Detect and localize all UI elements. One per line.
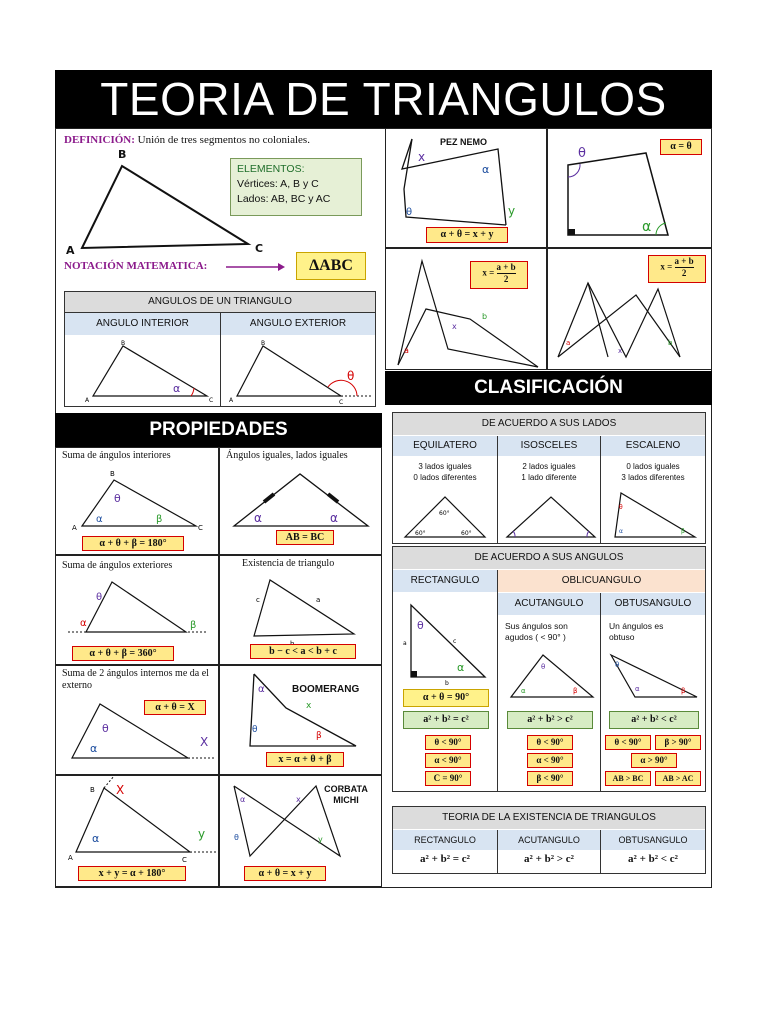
svg-text:A: A (68, 854, 73, 862)
isosceles-figure (503, 491, 597, 541)
elements-lados: Lados: AB, BC y AC (237, 193, 331, 205)
prop-boomerang: BOOMERANG α θ x β x = α + θ + β (219, 665, 382, 775)
prop-formula-8: α + θ = x + y (244, 866, 326, 881)
svg-text:a: a (403, 640, 407, 647)
svg-text:α: α (635, 685, 640, 693)
notation-label: NOTACIÓN MATEMATICA: (64, 260, 208, 272)
svg-text:α: α (642, 219, 652, 235)
svg-text:θ: θ (234, 833, 239, 842)
prop-two-interior: Suma de 2 ángulos internos me da el externo α θ X α + θ = X (55, 665, 219, 775)
prop-formula-1: α + θ + β = 180° (82, 536, 184, 551)
prop-exterior-sum: Suma de ángulos exteriores α θ β α + θ + β = 360° (55, 555, 219, 665)
prop-formula-4: b − c < a < b + c (250, 644, 356, 659)
angulos-col-obtusangulo: OBTUSANGULO (601, 593, 705, 615)
svg-text:α: α (254, 511, 262, 525)
svg-text:α: α (240, 795, 246, 804)
acut-formula-1: a² + b² > c² (507, 711, 593, 729)
svg-text:β: β (156, 514, 163, 525)
obtu-formula-4: AB > BC (605, 771, 651, 786)
prop-formula-7: x + y = α + 180° (78, 866, 186, 881)
svg-text:θ: θ (619, 504, 623, 511)
svg-text:y: y (508, 204, 516, 218)
star-cell-1 (385, 248, 547, 370)
angles-table-title: ANGULOS DE UN TRIANGULO (65, 292, 375, 313)
svg-text:B: B (261, 340, 266, 347)
svg-text:x: x (618, 347, 623, 355)
clasificacion-header (385, 371, 712, 405)
definition-section (60, 132, 385, 282)
rect-formula-2: a² + b² = c² (403, 711, 489, 729)
svg-text:X: X (200, 735, 209, 749)
acutangulo-figure (503, 647, 597, 703)
angles-table (64, 291, 376, 407)
obtu-formula-2b: β > 90° (655, 735, 701, 750)
escaleno-figure (605, 487, 701, 541)
prop-existence: Existencia de triangulo c a b − c < a < b + c (219, 555, 382, 665)
vertex-a-label: A (66, 244, 75, 257)
svg-text:β: β (316, 731, 322, 741)
svg-text:α: α (482, 163, 490, 176)
svg-text:A: A (85, 397, 90, 404)
svg-text:θ: θ (102, 722, 109, 735)
star-formula-1: x = $\frac{a + b}{2}$ (470, 261, 528, 289)
svg-text:α: α (619, 528, 623, 535)
svg-text:α: α (80, 618, 87, 629)
lados-table: DE ACUERDO A SUS LADOS EQUILATERO ISOSCELES ESCALENO 3 lados iguales 0 lados diferentes 2 lados iguales 1 lado diferente 0 lados iguales 3 lados diferentes 60° 60° 60° θ α β (392, 412, 706, 544)
prop-exterior-x-y (55, 775, 219, 887)
notation-arrow (226, 262, 286, 272)
prop-equal-sides: Ángulos iguales, lados iguales α α AB = BC (219, 447, 382, 555)
prop-formula-3: α + θ + β = 360° (72, 646, 174, 661)
svg-text:θ: θ (114, 492, 121, 505)
notation-value: ΔABC (296, 252, 366, 280)
svg-text:θ: θ (252, 725, 258, 735)
obtu-formula-3: α > 90° (631, 753, 677, 768)
svg-text:C: C (182, 856, 187, 864)
svg-text:60°: 60° (439, 510, 450, 517)
svg-text:θ: θ (347, 369, 355, 383)
svg-text:c: c (453, 638, 457, 645)
svg-text:A: A (229, 397, 234, 404)
angulos-col-rectangulo: RECTANGULO (393, 570, 498, 592)
angles-table-col1: ANGULO INTERIOR (65, 313, 221, 335)
svg-text:θ: θ (578, 146, 586, 161)
obtusangulo-figure (605, 647, 701, 703)
svg-text:x: x (306, 701, 312, 711)
prop-corbata: CORBATA MICHI α θ x y α + θ = x + y (219, 775, 382, 887)
svg-text:β: β (573, 687, 578, 695)
page-title: TEORIA DE TRIANGULOS (100, 73, 667, 125)
svg-text:α: α (521, 687, 526, 695)
definition-text: Unión de tres segmentos no coloniales. (137, 134, 310, 146)
svg-text:x: x (296, 795, 301, 804)
svg-text:B: B (121, 340, 126, 347)
svg-text:β: β (681, 687, 686, 695)
pez-nemo-formula: α + θ = x + y (426, 227, 508, 243)
svg-text:b: b (445, 680, 449, 687)
acut-formula-4: β < 90° (527, 771, 573, 786)
elements-vertices: Vértices: A, B y C (237, 178, 319, 190)
prop-interior-sum: Suma de ángulos interiores θ α β B A C α + θ + β = 180° (55, 447, 219, 555)
existencia-title: TEORIA DE LA EXISTENCIA DE TRIANGULOS (393, 807, 705, 829)
rect-formula-1: α + θ = 90° (403, 689, 489, 707)
prop-formula-2: AB = BC (276, 530, 334, 545)
svg-text:60°: 60° (415, 530, 426, 537)
svg-text:A: A (72, 524, 77, 532)
propiedades-title: PROPIEDADES (149, 419, 288, 440)
obtu-formula-2: θ < 90° (605, 735, 651, 750)
rectangulo-figure (399, 597, 493, 685)
interior-angle-figure (69, 338, 217, 404)
svg-text:X: X (116, 783, 125, 797)
rect-formula-3: θ < 90° (425, 735, 471, 750)
star-cell-2 (547, 248, 712, 370)
svg-text:β: β (190, 620, 197, 631)
svg-text:α: α (330, 511, 338, 525)
svg-text:α: α (173, 382, 181, 395)
prop-formula-5: α + θ = X (144, 700, 206, 715)
svg-text:B: B (110, 470, 115, 478)
square-formula: α = θ (660, 139, 702, 155)
elements-title: ELEMENTOS: (237, 163, 305, 175)
pez-nemo-title: PEZ NEMO (440, 137, 488, 147)
svg-text:C: C (209, 397, 214, 404)
star-formula-2: x = $\frac{a + b}{2}$ (648, 255, 706, 283)
elements-box (230, 158, 362, 216)
clasificacion-title: CLASIFICACIÓN (474, 377, 623, 398)
pez-nemo-cell (385, 128, 547, 248)
vertex-c-label: C (255, 242, 264, 255)
svg-text:α: α (90, 742, 98, 755)
svg-text:a: a (316, 596, 321, 604)
acut-formula-3: α < 90° (527, 753, 573, 768)
svg-text:b: b (482, 312, 488, 321)
svg-text:a: a (404, 346, 409, 355)
svg-text:α: α (96, 514, 103, 525)
definition-label: DEFINICIÓN: (64, 134, 135, 146)
lados-title: DE ACUERDO A SUS LADOS (393, 413, 705, 435)
svg-text:θ: θ (406, 207, 413, 218)
svg-text:x: x (418, 150, 426, 164)
acut-formula-2: θ < 90° (527, 735, 573, 750)
angulos-title: DE ACUERDO A SUS ANGULOS (393, 547, 705, 569)
square-cell (547, 128, 712, 248)
svg-text:c: c (256, 596, 260, 604)
svg-text:y: y (198, 827, 206, 841)
svg-text:θ: θ (615, 661, 620, 669)
existencia-table: TEORIA DE LA EXISTENCIA DE TRIANGULOS RECTANGULO ACUTANGULO OBTUSANGULO a² + b² = c² a² + b² > c² a² + b² < c² (392, 806, 706, 874)
obtu-formula-4b: AB > AC (655, 771, 701, 786)
svg-text:B: B (90, 786, 95, 794)
svg-text:C: C (198, 524, 203, 532)
angulos-col-acutangulo: ACUTANGULO (498, 593, 601, 615)
obtu-formula-1: a² + b² < c² (609, 711, 699, 729)
svg-text:x: x (452, 322, 457, 331)
rect-formula-4: α < 90° (425, 753, 471, 768)
svg-text:β: β (681, 528, 685, 535)
lados-col-equilatero: EQUILATERO (393, 436, 498, 456)
propiedades-header (55, 413, 382, 447)
svg-text:a: a (566, 339, 571, 347)
page-title-bar (55, 70, 712, 128)
equilatero-figure (399, 491, 493, 541)
lados-col-escaleno: ESCALENO (601, 436, 705, 456)
pez-nemo-figure (386, 129, 546, 229)
svg-text:α: α (258, 684, 265, 695)
svg-text:60°: 60° (461, 530, 472, 537)
prop-formula-6: x = α + θ + β (266, 752, 344, 767)
svg-text:θ: θ (541, 663, 546, 671)
vertex-b-label: B (118, 148, 127, 161)
angulos-col-oblicuangulo: OBLICUANGULO (498, 570, 705, 592)
lados-col-isosceles: ISOSCELES (498, 436, 601, 456)
svg-text:θ: θ (417, 619, 424, 632)
rect-formula-5: C = 90° (425, 771, 471, 786)
svg-text:y: y (318, 835, 323, 844)
angles-table-col2: ANGULO EXTERIOR (221, 313, 375, 335)
exterior-angle-figure (223, 338, 375, 404)
svg-text:b: b (668, 339, 673, 347)
angulos-table: DE ACUERDO A SUS ANGULOS RECTANGULO OBLICUANGULO ACUTANGULO OBTUSANGULO Sus ángulos son agudos ( < 90° ) Un ángulos es obtuso θ α a b c α θ β α θ β α + θ = 90° a² + b² = c² θ < 90° α < 90° C = 90° a² + b² > c² θ < 90° α < 90° β < 90° a² + b² < c² θ < 90° β > 90° α > 90° AB > BC AB > AC (392, 546, 706, 792)
svg-text:α: α (457, 661, 465, 674)
svg-text:θ: θ (96, 592, 103, 603)
svg-text:C: C (339, 399, 344, 406)
svg-text:α: α (92, 832, 100, 845)
